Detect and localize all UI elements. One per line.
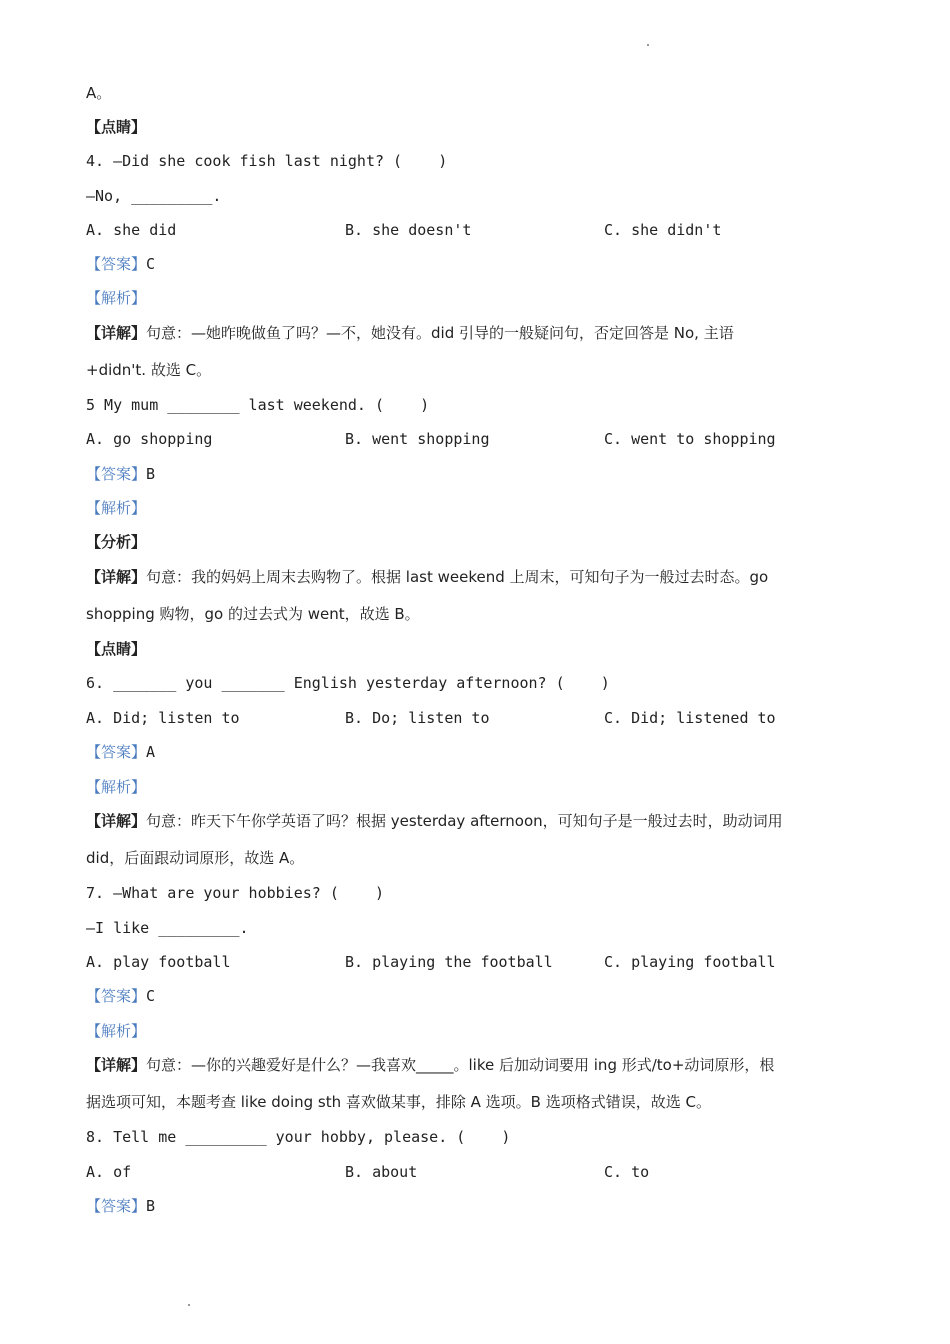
scan-dot xyxy=(188,1304,190,1306)
detail-text: 句意：我的妈妈上周末去购物了。根据 last weekend 上周末，可知句子为一般过去时态。go xyxy=(146,568,769,586)
scan-dot xyxy=(647,44,649,46)
detail-label: 【详解】 xyxy=(86,568,147,586)
q6-jiexi-label: 【解析】 xyxy=(86,778,147,796)
q5-answer xyxy=(86,464,155,484)
q7-option-c: C. playing football xyxy=(604,953,776,971)
detail-label: 【详解】 xyxy=(86,1056,147,1074)
q4-option-c: C. she didn't xyxy=(604,221,722,239)
q6-option-a: A. Did; listen to xyxy=(86,709,240,727)
answer-value: B xyxy=(146,465,156,483)
question-5: 5 My mum ________ last weekend. ( ) xyxy=(86,396,430,414)
detail-label: 【详解】 xyxy=(86,324,147,342)
q7-jiexi-label: 【解析】 xyxy=(86,1022,147,1040)
question-4-dialog: —No, _________. xyxy=(86,187,222,205)
q6-option-c: C. Did; listened to xyxy=(604,709,776,727)
q4-jiexi-label: 【解析】 xyxy=(86,289,147,307)
section-label-dianjing: 【点睛】 xyxy=(86,118,147,136)
detail-text: 句意：—她昨晚做鱼了吗？—不，她没有。did 引导的一般疑问句，否定回答是 No, 主语 xyxy=(146,324,734,342)
answer-label: 【答案】 xyxy=(86,255,147,273)
q5-jiexi-label: 【解析】 xyxy=(86,499,147,517)
q5-option-c: C. went to shopping xyxy=(604,430,776,448)
answer-label: 【答案】 xyxy=(86,987,147,1005)
q8-option-a: A. of xyxy=(86,1163,132,1181)
question-8: 8. Tell me _________ your hobby, please. ( ) xyxy=(86,1128,511,1146)
q7-option-b: B. playing the football xyxy=(345,953,553,971)
detail-text: 句意：—你的兴趣爱好是什么？—我喜欢_____。like 后加动词要用 ing 形式/to+动词原形，根 xyxy=(146,1056,775,1074)
q6-detail-line-1 xyxy=(86,811,783,831)
answer-value: C xyxy=(146,987,156,1005)
answer-label: 【答案】 xyxy=(86,743,147,761)
q6-option-b: B. Do; listen to xyxy=(345,709,490,727)
q5-option-b: B. went shopping xyxy=(345,430,490,448)
q8-answer xyxy=(86,1196,155,1216)
answer-label: 【答案】 xyxy=(86,465,147,483)
q4-detail-line-2: +didn't. 故选 C。 xyxy=(86,361,212,379)
q4-option-b: B. she doesn't xyxy=(345,221,472,239)
answer-value: B xyxy=(146,1197,156,1215)
q7-answer xyxy=(86,986,155,1006)
q8-option-c: C. to xyxy=(604,1163,650,1181)
q5-detail-line-2: shopping 购物，go 的过去式为 went，故选 B。 xyxy=(86,605,420,623)
q4-detail-line-1 xyxy=(86,323,734,343)
q5-detail-line-1 xyxy=(86,567,768,587)
section-label-dianjing: 【点睛】 xyxy=(86,640,147,658)
question-6: 6. _______ you _______ English yesterday afternoon? ( ) xyxy=(86,674,610,692)
question-7: 7. —What are your hobbies? ( ) xyxy=(86,884,385,902)
question-7-dialog: —I like _________. xyxy=(86,919,249,937)
q8-option-b: B. about xyxy=(345,1163,418,1181)
question-4: 4. —Did she cook fish last night? ( ) xyxy=(86,152,448,170)
detail-label: 【详解】 xyxy=(86,812,147,830)
text-line: A。 xyxy=(86,84,112,102)
q7-option-a: A. play football xyxy=(86,953,231,971)
q4-option-a: A. she did xyxy=(86,221,177,239)
q6-answer xyxy=(86,742,155,762)
detail-text: 句意：昨天下午你学英语了吗？根据 yesterday afternoon，可知句子是一般过去时，助动词用 xyxy=(146,812,783,830)
q5-option-a: A. go shopping xyxy=(86,430,213,448)
q4-answer xyxy=(86,254,155,274)
q5-fenxi-label: 【分析】 xyxy=(86,533,147,551)
q7-detail-line-2: 据选项可知，本题考查 like doing sth 喜欢做某事，排除 A 选项。B 选项格式错误，故选 C。 xyxy=(86,1093,711,1111)
answer-value: A xyxy=(146,743,156,761)
q7-detail-line-1 xyxy=(86,1055,774,1075)
answer-label: 【答案】 xyxy=(86,1197,147,1215)
q6-detail-line-2: did，后面跟动词原形，故选 A。 xyxy=(86,849,305,867)
answer-value: C xyxy=(146,255,156,273)
